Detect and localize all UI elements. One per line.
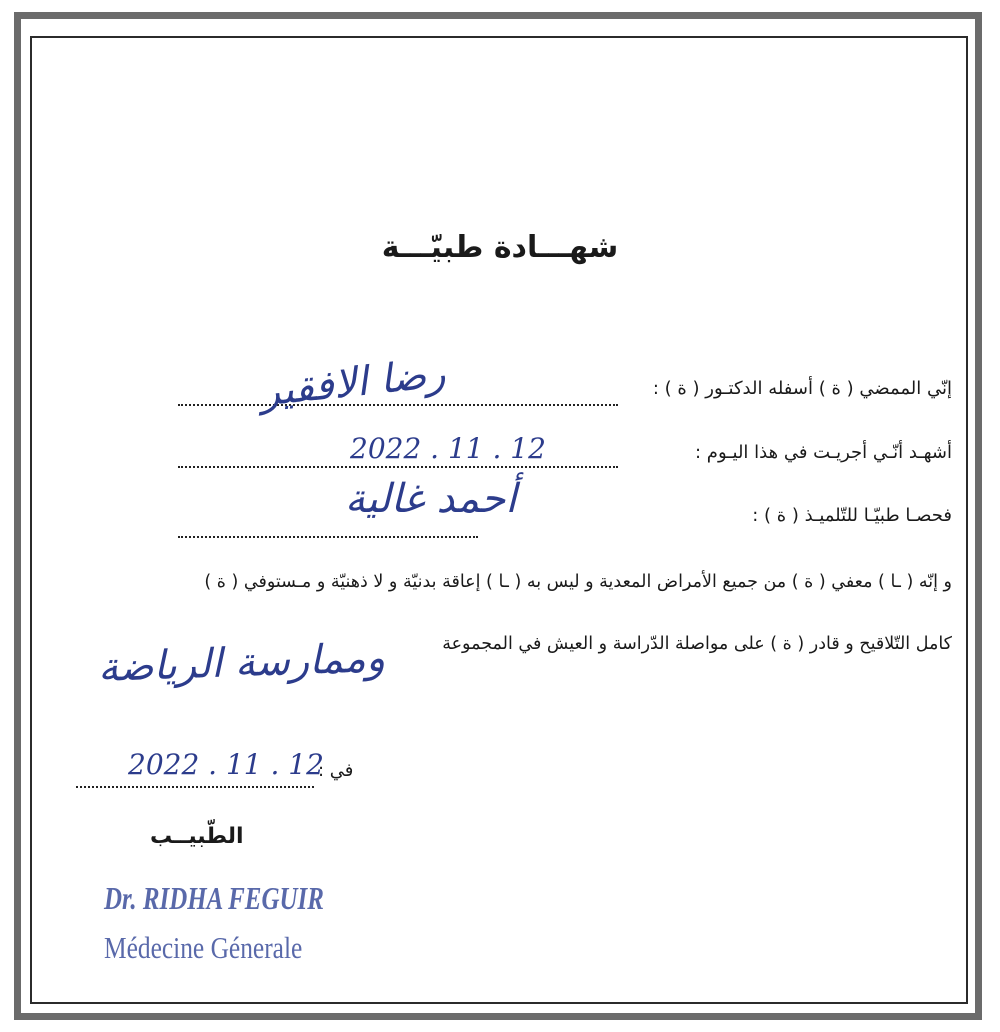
sports-note-handwritten: وممارسة الرياضة xyxy=(97,635,386,691)
exam-date-handwritten: 2022 . 11 . 12 xyxy=(350,432,546,465)
certificate-title: شهـــادة طبيّـــة xyxy=(381,230,619,265)
date-handwritten: 2022 . 11 . 12 xyxy=(128,748,324,781)
student-line-dots xyxy=(178,536,478,538)
date-label: في : xyxy=(318,760,354,781)
doctor-line-label: إنّي الممضي ( ة ) أسفله الدكتـور ( ة ) : xyxy=(652,378,952,399)
vaccination-statement-line: كامل التّلاقيح و قادر ( ة ) على مواصلة الدّراسة و العيش في المجموعة xyxy=(442,634,952,654)
doctor-name-handwritten: رضا الافقير xyxy=(258,350,448,416)
doctor-stamp-name: Dr. RIDHA FEGUIR xyxy=(104,880,324,916)
exam-date-label: أشهـد أنّـي أجريـت في هذا اليـوم : xyxy=(695,442,952,463)
exam-date-dots xyxy=(178,466,618,468)
doctor-line-dots xyxy=(178,404,618,406)
date-dots xyxy=(76,786,314,788)
doctor-label: الطّبيــب xyxy=(150,824,244,849)
student-line-label: فحصـا طبيّـا للتّلميـذ ( ة ) : xyxy=(752,505,952,526)
student-name-handwritten: أحمد غالية xyxy=(345,476,517,522)
doctor-stamp-specialty: Médecine Génerale xyxy=(104,930,303,965)
health-statement-line: و إنّه ( ـا ) معفي ( ة ) من جميع الأمراض المعدية و ليس به ( ـا ) إعاقة بدنيّة و لا ذهنيّة و مـستوفي ( ة ) xyxy=(204,572,952,592)
